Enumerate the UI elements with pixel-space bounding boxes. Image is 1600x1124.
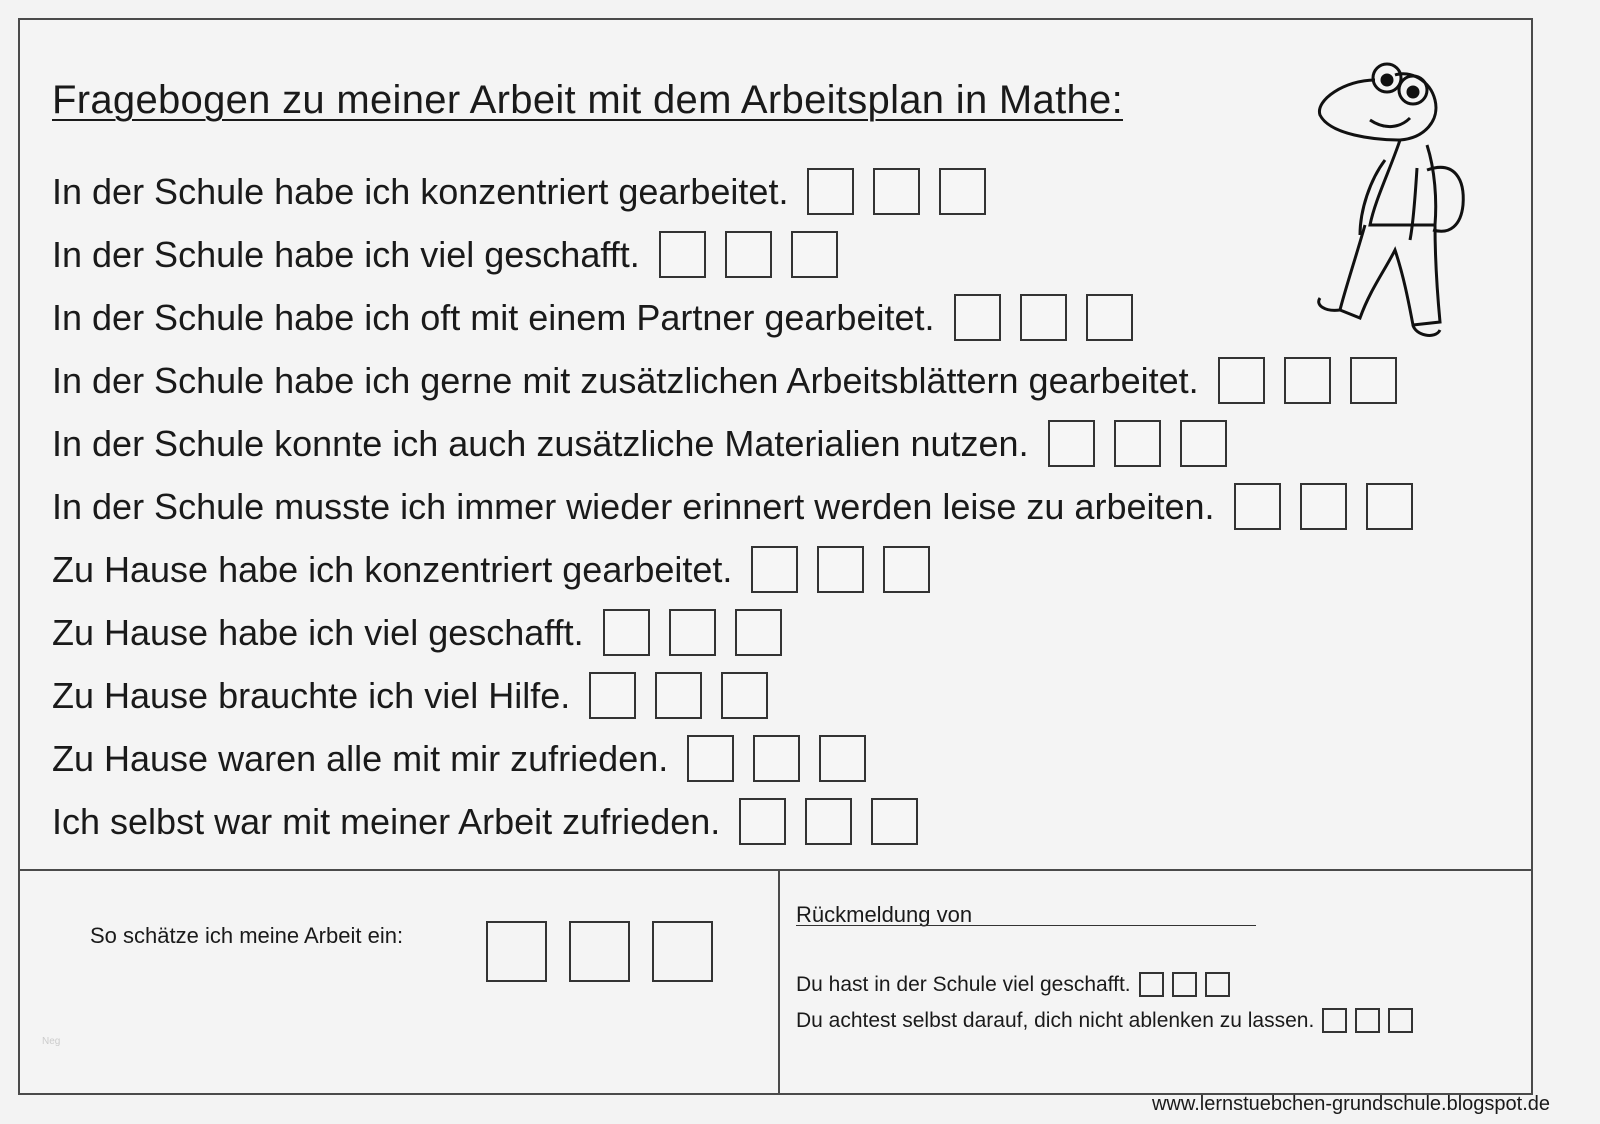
statement-text: Zu Hause habe ich konzentriert gearbeitet. [52, 548, 733, 590]
feedback-title: Rückmeldung von [796, 902, 973, 927]
feedback-row [796, 1008, 1413, 1033]
checkbox[interactable] [659, 231, 706, 278]
statement-text: In der Schule habe ich oft mit einem Partner gearbeitet. [52, 296, 935, 338]
checkbox[interactable] [1350, 357, 1397, 404]
checkbox[interactable] [739, 798, 786, 845]
checkbox[interactable] [1366, 483, 1413, 530]
statement-list [52, 160, 1413, 853]
checkbox[interactable] [805, 798, 852, 845]
checkbox[interactable] [655, 672, 702, 719]
checkbox[interactable] [1114, 420, 1161, 467]
checkbox[interactable] [721, 672, 768, 719]
statement-row [52, 664, 1413, 727]
self-assessment-checkbox[interactable] [652, 921, 713, 982]
statement-row [52, 160, 1413, 223]
statement-row [52, 412, 1413, 475]
statement-row [52, 349, 1413, 412]
checkbox[interactable] [819, 735, 866, 782]
checkbox[interactable] [669, 609, 716, 656]
checkbox[interactable] [871, 798, 918, 845]
column-divider [778, 869, 780, 1093]
statement-row [52, 538, 1413, 601]
feedback-text: Du hast in der Schule viel geschafft. [796, 972, 1131, 996]
statement-text: In der Schule musste ich immer wieder erinnert werden leise zu arbeiten. [52, 485, 1215, 527]
feedback-text: Du achtest selbst darauf, dich nicht ablenken zu lassen. [796, 1008, 1315, 1032]
checkbox[interactable] [1180, 420, 1227, 467]
self-assessment-checkbox[interactable] [486, 921, 547, 982]
feedback-signature-line [796, 925, 1256, 926]
checkbox[interactable] [753, 735, 800, 782]
statement-row [52, 727, 1413, 790]
statement-row [52, 601, 1413, 664]
checkbox[interactable] [1218, 357, 1265, 404]
statement-text: Ich selbst war mit meiner Arbeit zufrieden. [52, 800, 721, 842]
checkbox[interactable] [1139, 972, 1164, 997]
statement-row [52, 790, 1413, 853]
checkbox[interactable] [687, 735, 734, 782]
checkbox[interactable] [954, 294, 1001, 341]
feedback-row [796, 972, 1230, 997]
checkbox[interactable] [751, 546, 798, 593]
worksheet-frame [18, 18, 1533, 1095]
checkbox[interactable] [939, 168, 986, 215]
checkbox[interactable] [603, 609, 650, 656]
statement-row [52, 223, 1413, 286]
checkbox[interactable] [807, 168, 854, 215]
watermark: Neg [42, 1036, 61, 1047]
checkbox[interactable] [883, 546, 930, 593]
checkbox[interactable] [1284, 357, 1331, 404]
statement-row [52, 475, 1413, 538]
checkbox[interactable] [791, 231, 838, 278]
self-assessment-checkbox[interactable] [569, 921, 630, 982]
statement-text: In der Schule konnte ich auch zusätzliche Materialien nutzen. [52, 422, 1029, 464]
statement-text: Zu Hause brauchte ich viel Hilfe. [52, 674, 571, 716]
checkbox[interactable] [735, 609, 782, 656]
statement-text: In der Schule habe ich viel geschafft. [52, 233, 640, 275]
footer-url: www.lernstuebchen-grundschule.blogspot.de [1151, 1093, 1550, 1115]
checkbox[interactable] [1205, 972, 1230, 997]
checkbox[interactable] [1322, 1008, 1347, 1033]
checkbox[interactable] [1172, 972, 1197, 997]
checkbox[interactable] [1234, 483, 1281, 530]
statement-text: Zu Hause waren alle mit mir zufrieden. [52, 737, 669, 779]
statement-text: Zu Hause habe ich viel geschafft. [52, 611, 584, 653]
statement-text: In der Schule habe ich konzentriert gearbeitet. [52, 170, 789, 212]
statement-text: In der Schule habe ich gerne mit zusätzlichen Arbeitsblättern gearbeitet. [52, 359, 1199, 401]
self-assessment-label: So schätze ich meine Arbeit ein: [90, 923, 404, 948]
checkbox[interactable] [725, 231, 772, 278]
checkbox[interactable] [817, 546, 864, 593]
checkbox[interactable] [1388, 1008, 1413, 1033]
checkbox[interactable] [1300, 483, 1347, 530]
statement-row [52, 286, 1413, 349]
checkbox[interactable] [589, 672, 636, 719]
checkbox[interactable] [873, 168, 920, 215]
checkbox[interactable] [1048, 420, 1095, 467]
worksheet-title: Fragebogen zu meiner Arbeit mit dem Arbeitsplan in Mathe: [52, 78, 1123, 122]
section-divider [20, 869, 1531, 871]
checkbox[interactable] [1020, 294, 1067, 341]
checkbox[interactable] [1355, 1008, 1380, 1033]
checkbox[interactable] [1086, 294, 1133, 341]
